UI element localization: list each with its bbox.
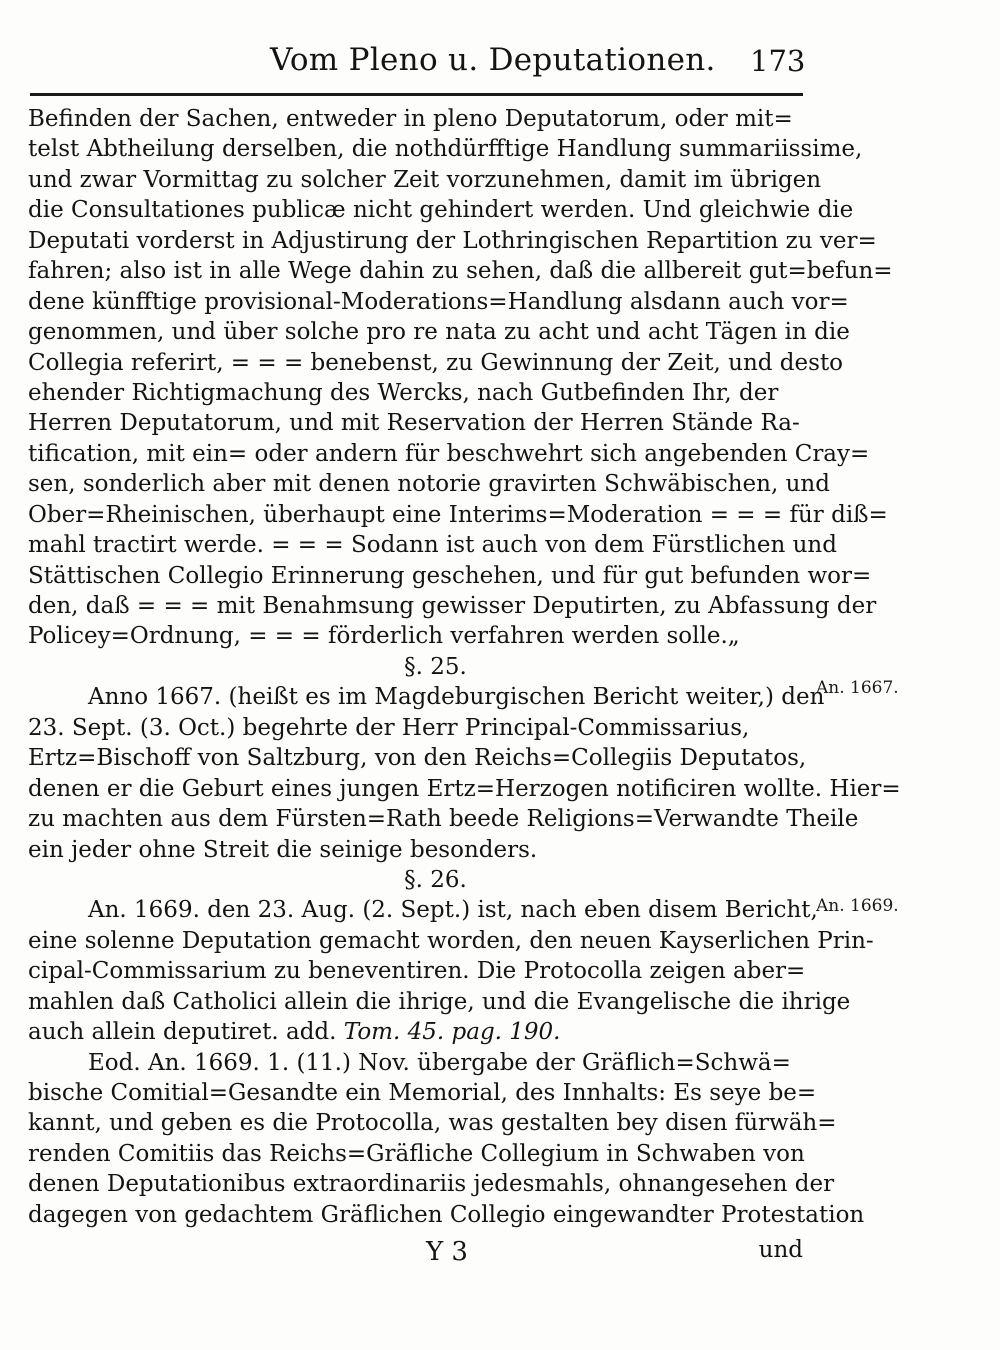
page-number: 173 xyxy=(750,44,806,78)
text-line: denen Deputationibus extraordinariis jedesmahls, ohnangesehen der xyxy=(28,1171,835,1198)
catchword: und xyxy=(758,1237,803,1263)
text-line: cipal-Commissarium zu beneventiren. Die Protocolla zeigen aber= xyxy=(28,958,806,985)
text-line: fahren; also ist in alle Wege dahin zu sehen, daß die allbereit gut=befun= xyxy=(28,258,893,285)
text-line: Collegia referirt, = = = benebenst, zu Gewinnung der Zeit, und desto xyxy=(28,349,844,376)
text-line-with-citation xyxy=(28,1017,803,1047)
inline-citation: Tom. 45. pag. 190. xyxy=(343,1019,561,1046)
text-line: Anno 1667. (heißt es im Magdeburgischen Bericht weiter,) den xyxy=(88,684,825,711)
text-line: telst Abtheilung derselben, die nothdürfftige Handlung summariissime, xyxy=(28,136,863,163)
text-line: Stättischen Collegio Erinnerung geschehen, und für gut befunden wor= xyxy=(28,562,872,589)
text-line: den, daß = = = mit Benahmsung gewisser Deputirten, zu Abfassung der xyxy=(28,593,877,619)
text-line: denen er die Geburt eines jungen Ertz=Herzogen notificiren wollte. Hier= xyxy=(28,775,901,802)
text-line: Deputati vorderst in Adjustirung der Lothringischen Repartition zu ver= xyxy=(28,227,877,254)
text-line: Herren Deputatorum, und mit Reservation der Herren Stände Ra- xyxy=(28,410,800,437)
text-line: sen, sonderlich aber mit denen notorie gravirten Schwäbischen, und xyxy=(28,471,830,498)
text-line: genommen, und über solche pro re nata zu acht und acht Tägen in die xyxy=(28,319,850,346)
text-line: zu machten aus dem Fürsten=Rath beede Religions=Verwandte Theile xyxy=(28,806,859,833)
page-footer xyxy=(28,1237,803,1271)
header-rule xyxy=(30,93,803,96)
text-line: ein jeder ohne Streit die seinige besonders. xyxy=(28,836,538,863)
text-line: Befinden der Sachen, entweder in pleno Deputatorum, oder mit= xyxy=(28,106,793,132)
text-line: renden Comitiis das Reichs=Gräfliche Collegium in Schwaben von xyxy=(28,1140,805,1167)
text-line: die Consultationes publicæ nicht gehindert werden. Und gleichwie die xyxy=(28,197,854,224)
text-line: ehender Richtigmachung des Wercks, nach Gutbefinden Ihr, der xyxy=(28,379,779,406)
section-heading-25: §. 25. xyxy=(404,653,467,680)
running-title: Vom Pleno u. Deputationen. xyxy=(270,42,716,78)
text-line: dagegen von gedachtem Gräflichen Collegio eingewandter Protestation xyxy=(28,1201,865,1228)
text-line: Ober=Rheinischen, überhaupt eine Interims=Moderation = = = für diß= xyxy=(28,501,888,528)
running-head xyxy=(20,42,806,82)
section-heading-26: §. 26. xyxy=(404,866,467,893)
text-line: mahlen daß Catholici allein die ihrige, und die Evangelische die ihrige xyxy=(28,988,851,1015)
text-line: An. 1669. den 23. Aug. (2. Sept.) ist, nach eben disem Bericht, xyxy=(88,897,818,924)
text-line: und zwar Vormittag zu solcher Zeit vorzunehmen, damit im übrigen xyxy=(28,166,822,193)
text-line: Policey=Ordnung, = = = förderlich verfahren werden solle.„ xyxy=(28,623,740,650)
margin-note-1669: An. 1669. xyxy=(816,896,899,916)
text-fragment: auch allein deputiret. add. xyxy=(28,1019,344,1046)
text-line: 23. Sept. (3. Oct.) begehrte der Herr Principal-Commissarius, xyxy=(28,714,750,741)
text-line: bische Comitial=Gesandte ein Memorial, des Innhalts: Es seye be= xyxy=(28,1080,817,1106)
margin-note-1667: An. 1667. xyxy=(816,678,899,698)
text-line: tification, mit ein= oder andern für beschwehrt sich angebenden Cray= xyxy=(28,440,870,467)
signature-mark: Y 3 xyxy=(426,1237,468,1267)
text-line: dene künfftige provisional-Moderations=Handlung alsdann auch vor= xyxy=(28,288,849,315)
text-line: mahl tractirt werde. = = = Sodann ist auch von dem Fürstlichen und xyxy=(28,532,837,559)
text-line: eine solenne Deputation gemacht worden, den neuen Kayserlichen Prin- xyxy=(28,927,874,954)
text-line: Ertz=Bischoff von Saltzburg, von den Reichs=Collegiis Deputatos, xyxy=(28,745,807,772)
text-line: Eod. An. 1669. 1. (11.) Nov. übergabe der Gräflich=Schwä= xyxy=(88,1049,791,1076)
text-line: kannt, und geben es die Protocolla, was gestalten bey disen fürwäh= xyxy=(28,1110,837,1137)
